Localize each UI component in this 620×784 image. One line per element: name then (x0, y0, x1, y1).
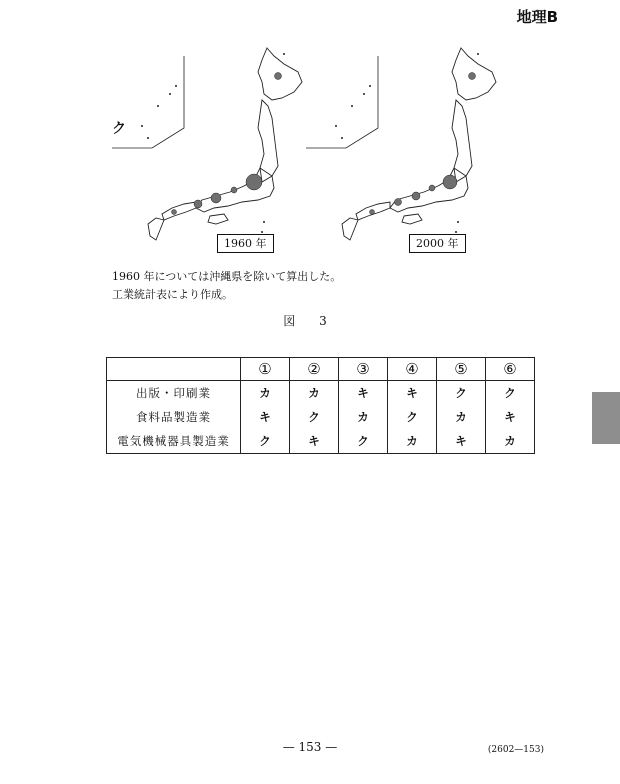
option-3: ③ (339, 358, 388, 381)
japan-map-2000 (306, 36, 506, 246)
document-code: (2602—153) (487, 745, 544, 755)
table-row (107, 405, 535, 429)
row-label-food: 食料品製造業 (107, 405, 241, 429)
table-cell: カ (437, 405, 486, 429)
table-cell: キ (437, 429, 486, 454)
table-cell: ク (437, 381, 486, 406)
option-5: ⑤ (437, 358, 486, 381)
year-label-1960: 1960 年 (217, 234, 274, 253)
year-label-2000: 2000 年 (409, 234, 466, 253)
table-cell: ク (388, 405, 437, 429)
table-cell: カ (241, 381, 290, 406)
table-row (107, 429, 535, 454)
table-header-row (107, 358, 535, 381)
option-1: ① (241, 358, 290, 381)
table-cell: キ (486, 405, 535, 429)
option-2: ② (290, 358, 339, 381)
table-cell: キ (388, 381, 437, 406)
subject-title: 地理B (516, 8, 558, 26)
table-cell: キ (290, 429, 339, 454)
table-cell: キ (339, 381, 388, 406)
row-label-publishing: 出版・印刷業 (107, 381, 241, 406)
figure-caption: 図 3 (283, 314, 337, 328)
answer-table (106, 357, 535, 454)
table-cell: ク (486, 381, 535, 406)
row-label-electrical: 電気機械器具製造業 (107, 429, 241, 454)
option-4: ④ (388, 358, 437, 381)
page-edge-tab (592, 392, 620, 444)
table-cell: ク (290, 405, 339, 429)
japan-map-1960 (112, 36, 312, 246)
table-cell: キ (241, 405, 290, 429)
table-cell: カ (290, 381, 339, 406)
page-number: — 153 — (282, 740, 338, 754)
table-cell: カ (388, 429, 437, 454)
table-cell: カ (339, 405, 388, 429)
table-row (107, 381, 535, 406)
option-6: ⑥ (486, 358, 535, 381)
figure-note-source: 工業統計表により作成。 (112, 288, 233, 301)
table-corner-cell (107, 358, 241, 381)
table-cell: ク (241, 429, 290, 454)
figure-note-okinawa: 1960 年については沖縄県を除いて算出した。 (112, 270, 342, 283)
table-cell: カ (486, 429, 535, 454)
table-cell: ク (339, 429, 388, 454)
map-label-ku: ク (112, 121, 126, 137)
